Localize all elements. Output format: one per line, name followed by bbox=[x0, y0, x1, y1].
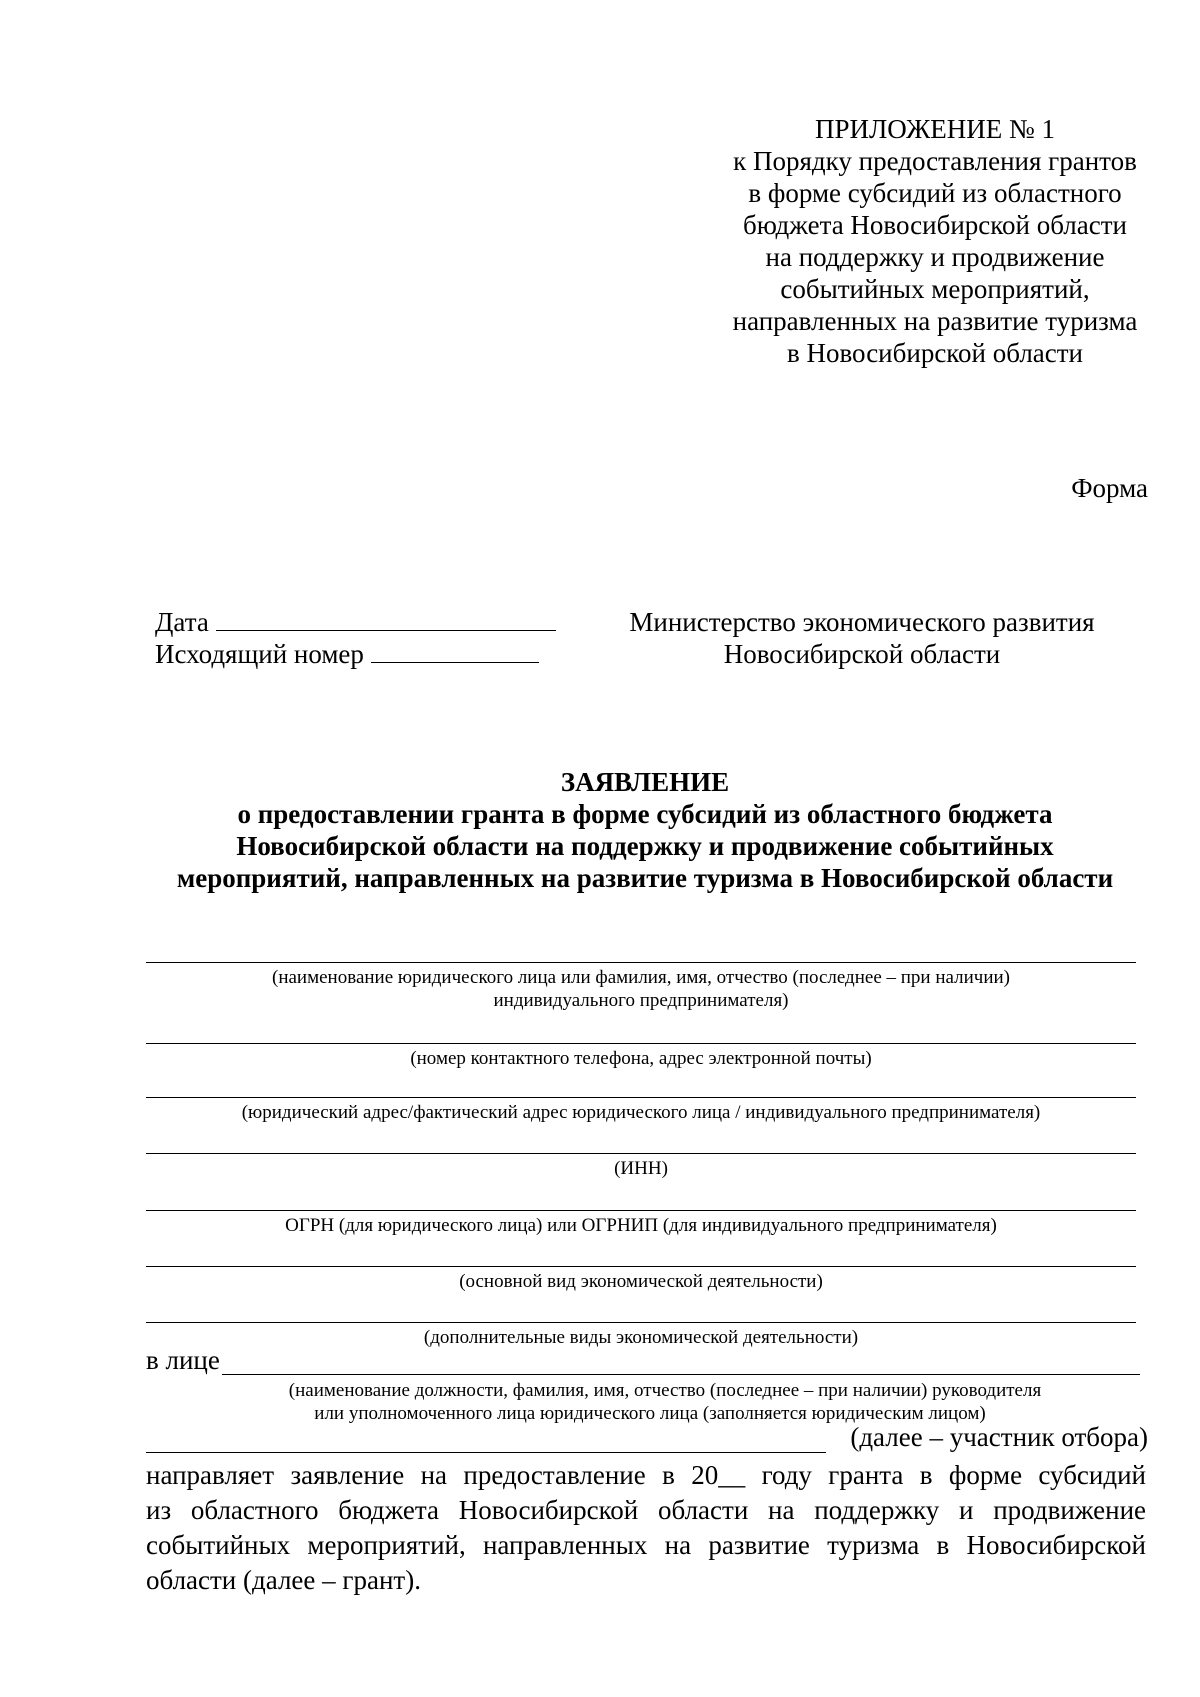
appendix-title: ПРИЛОЖЕНИЕ № 1 bbox=[814, 114, 1056, 144]
title-line: мероприятий, направленных на развитие туризма в Новосибирской области bbox=[176, 863, 1114, 893]
appendix-header bbox=[700, 113, 1170, 369]
appendix-line: на поддержку и продвижение bbox=[765, 242, 1105, 272]
ministry-region: Новосибирской области bbox=[723, 639, 1001, 669]
caption-line: (наименование юридического лица или фамилия, имя, отчество (последнее – при наличии) bbox=[272, 967, 1010, 988]
title-heading: ЗАЯВЛЕНИЕ bbox=[560, 767, 730, 797]
caption-line: (основной вид экономической деятельности) bbox=[459, 1271, 823, 1292]
caption-line: (юридический адрес/фактический адрес юридического лица / индивидуального предпринимателя) bbox=[241, 1102, 1041, 1123]
ogrn-caption bbox=[146, 1214, 1136, 1237]
appendix-line: в Новосибирской области bbox=[786, 338, 1084, 368]
address-field[interactable] bbox=[146, 1097, 1136, 1098]
date-field[interactable] bbox=[216, 606, 556, 631]
main-activity-caption bbox=[146, 1270, 1136, 1293]
date-block bbox=[155, 606, 556, 670]
additional-activity-caption bbox=[146, 1326, 1136, 1349]
title-line: Новосибирской области на поддержку и продвижение событийных bbox=[236, 831, 1054, 861]
body-line: направляет заявление на предоставление в 20__ году гранта в форме субсидий bbox=[146, 1460, 1146, 1490]
body-line: событийных мероприятий, направленных на развитие туризма в Новосибирской bbox=[146, 1530, 1146, 1560]
applicant-name-field[interactable] bbox=[146, 962, 1136, 963]
outgoing-number-field[interactable] bbox=[371, 638, 539, 663]
caption-line: индивидуального предпринимателя) bbox=[493, 990, 789, 1011]
date-label: Дата bbox=[155, 607, 209, 637]
address-caption bbox=[146, 1101, 1136, 1124]
caption-line: (дополнительные виды экономической деятельности) bbox=[423, 1327, 859, 1348]
body-paragraph bbox=[146, 1458, 1146, 1598]
inn-caption bbox=[146, 1157, 1136, 1180]
participant-label: (далее – участник отбора) bbox=[850, 1422, 1148, 1452]
outgoing-number-label: Исходящий номер bbox=[155, 639, 364, 669]
caption-line: (ИНН) bbox=[614, 1158, 668, 1179]
form-label: Форма bbox=[1071, 473, 1148, 503]
main-activity-field[interactable] bbox=[146, 1266, 1136, 1267]
appendix-line: в форме субсидий из областного bbox=[748, 178, 1122, 208]
inn-field[interactable] bbox=[146, 1153, 1136, 1154]
body-line: области (далее – грант). bbox=[146, 1565, 421, 1595]
caption-line: или уполномоченного лица юридического лица (заполняется юридическим лицом) bbox=[314, 1403, 986, 1424]
appendix-line: событийных мероприятий, bbox=[780, 274, 1090, 304]
representative-field[interactable] bbox=[222, 1374, 1140, 1375]
body-line: из областного бюджета Новосибирской области на поддержку и продвижение bbox=[146, 1495, 1146, 1525]
ministry-name: Министерство экономического развития bbox=[629, 607, 1095, 637]
title-line: о предоставлении гранта в форме субсидий из областного бюджета bbox=[237, 799, 1053, 829]
representative-caption bbox=[170, 1379, 1160, 1425]
applicant-name-caption bbox=[146, 966, 1136, 1012]
additional-activity-field[interactable] bbox=[146, 1322, 1136, 1323]
appendix-line: бюджета Новосибирской области bbox=[743, 210, 1127, 240]
contact-caption bbox=[146, 1047, 1136, 1070]
ogrn-field[interactable] bbox=[146, 1210, 1136, 1211]
document-title bbox=[100, 766, 1190, 894]
participant-field[interactable] bbox=[146, 1452, 826, 1453]
appendix-line: направленных на развитие туризма bbox=[732, 306, 1138, 336]
caption-line: ОГРН (для юридического лица) или ОГРНИП (для индивидуального предпринимателя) bbox=[285, 1215, 997, 1236]
contact-field[interactable] bbox=[146, 1043, 1136, 1044]
in-person-label: в лице bbox=[146, 1345, 220, 1375]
caption-line: (номер контактного телефона, адрес электронной почты) bbox=[410, 1048, 872, 1069]
addressee bbox=[612, 606, 1112, 670]
appendix-line: к Порядку предоставления грантов bbox=[733, 146, 1137, 176]
caption-line: (наименование должности, фамилия, имя, отчество (последнее – при наличии) руководителя bbox=[288, 1380, 1042, 1401]
